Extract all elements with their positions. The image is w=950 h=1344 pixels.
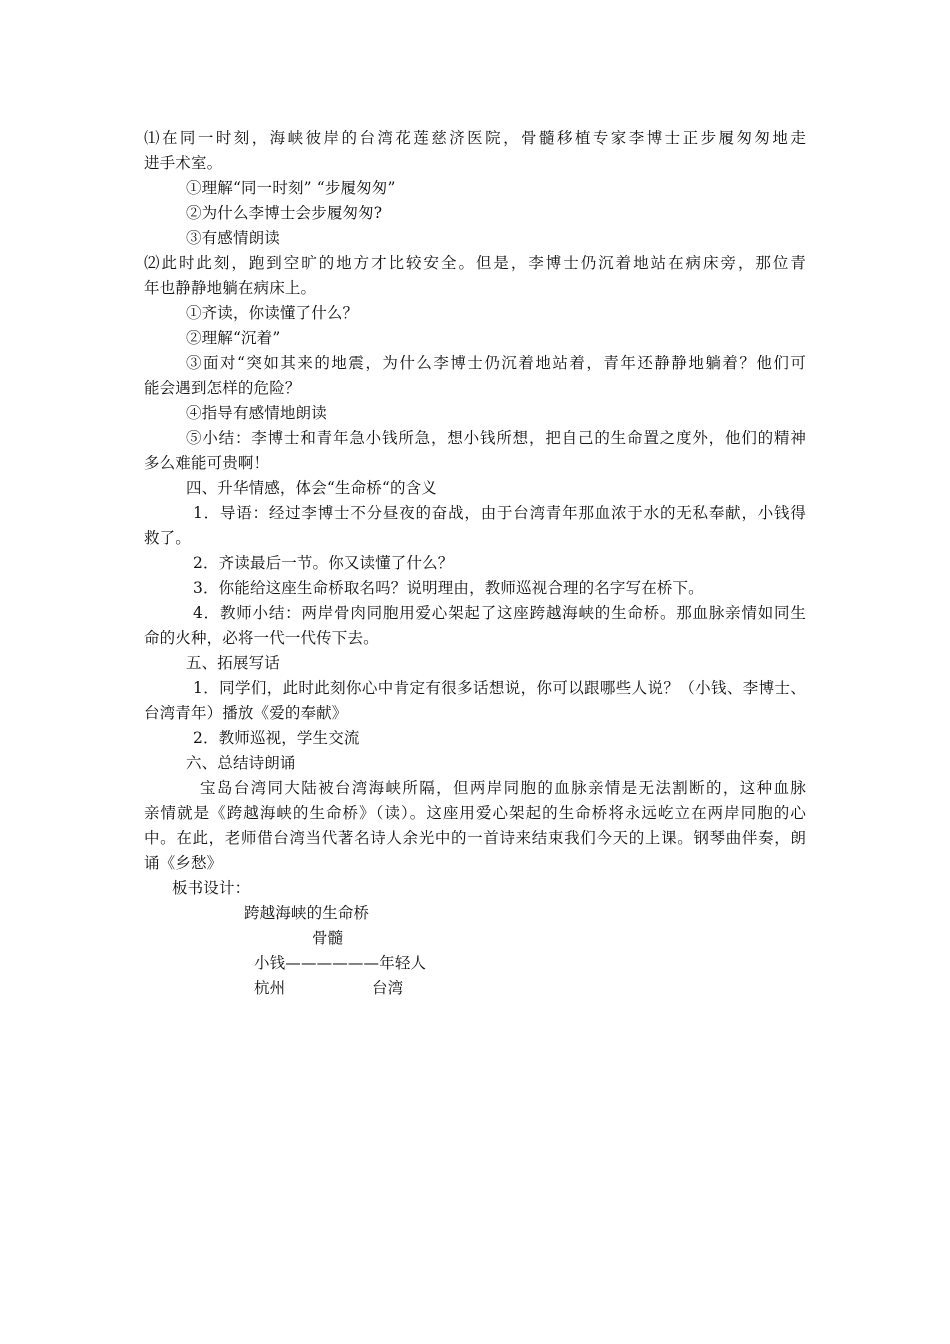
paragraph-line: ④指导有感情地朗读 (186, 404, 327, 422)
paragraph-line: 救了。 (144, 529, 191, 547)
paragraph-line: 亲情就是《跨越海峡的生命桥》（读）。这座用爱心架起的生命桥将永远屹立在两岸同胞的心 (144, 804, 806, 822)
paragraph-line: 4．教师小结：两岸骨肉同胞用爱心架起了这座跨越海峡的生命桥。那血脉亲情如同生 (193, 604, 806, 622)
paragraph-line: 中。在此，老师借台湾当代著名诗人余光中的一首诗来结束我们今天的上课。钢琴曲伴奏，朗 (144, 829, 806, 847)
section-heading: 四、升华情感，体会“生命桥“的含义 (186, 479, 437, 497)
section-heading: 六、总结诗朗诵 (186, 754, 296, 772)
board-link: 小钱——————年轻人 (254, 954, 427, 972)
paragraph-line: ②为什么李博士会步履匆匆? (186, 204, 383, 222)
paragraph-line: ①齐读，你读懂了什么？ (186, 304, 359, 322)
paragraph-line: 进手术室。 (144, 154, 223, 172)
paragraph-line: 1．导语：经过李博士不分昼夜的奋战，由于台湾青年那血浓于水的无私奉献，小钱得 (193, 504, 806, 522)
paragraph-line: 命的火种，必将一代一代传下去。 (144, 629, 379, 647)
paragraph-line: 2．教师巡视，学生交流 (193, 729, 360, 747)
paragraph-line: 3．你能给这座生命桥取名吗？说明理由，教师巡视合理的名字写在桥下。 (193, 579, 704, 597)
paragraph-line: ⑵此时此刻，跑到空旷的地方才比较安全。但是，李博士仍沉着地站在病床旁，那位青 (144, 254, 806, 272)
paragraph-line: ①理解“同一时刻” “步履匆匆” (186, 179, 396, 197)
paragraph-line: 多么难能可贵啊！ (144, 454, 270, 472)
section-heading: 五、拓展写话 (186, 654, 280, 672)
board-right-place: 台湾 (372, 979, 404, 997)
paragraph-line: 2．齐读最后一节。你又读懂了什么？ (193, 554, 454, 572)
paragraph-line: 台湾青年）播放《爱的奉献》 (144, 704, 348, 722)
paragraph-line: ②理解“沉着” (186, 329, 281, 347)
paragraph-line: 诵《乡愁》 (144, 854, 223, 872)
paragraph-line: ③有感情朗读 (186, 229, 280, 247)
paragraph-line: 宝岛台湾同大陆被台湾海峡所隔，但两岸同胞的血脉亲情是无法割断的，这种血脉 (200, 779, 806, 797)
paragraph-line: 能会遇到怎样的危险？ (144, 379, 301, 397)
board-middle: 骨髓 (312, 929, 344, 947)
paragraph-line: ③面对“突如其来的地震，为什么李博士仍沉着地站着，青年还静静地躺着？他们可 (186, 354, 806, 372)
board-design-label: 板书设计： (172, 879, 251, 897)
paragraph-line: ⑴在同一时刻，海峡彼岸的台湾花莲慈济医院，骨髓移植专家李博士正步履匆匆地走 (144, 129, 806, 147)
board-title: 跨越海峡的生命桥 (244, 904, 370, 922)
board-left-place: 杭州 (254, 979, 286, 997)
paragraph-line: ⑤小结：李博士和青年急小钱所急，想小钱所想，把自己的生命置之度外，他们的精神 (186, 429, 806, 447)
paragraph-line: 1．同学们，此时此刻你心中肯定有很多话想说，你可以跟哪些人说？（小钱、李博士、 (193, 679, 806, 697)
paragraph-line: 年也静静地躺在病床上。 (144, 279, 317, 297)
